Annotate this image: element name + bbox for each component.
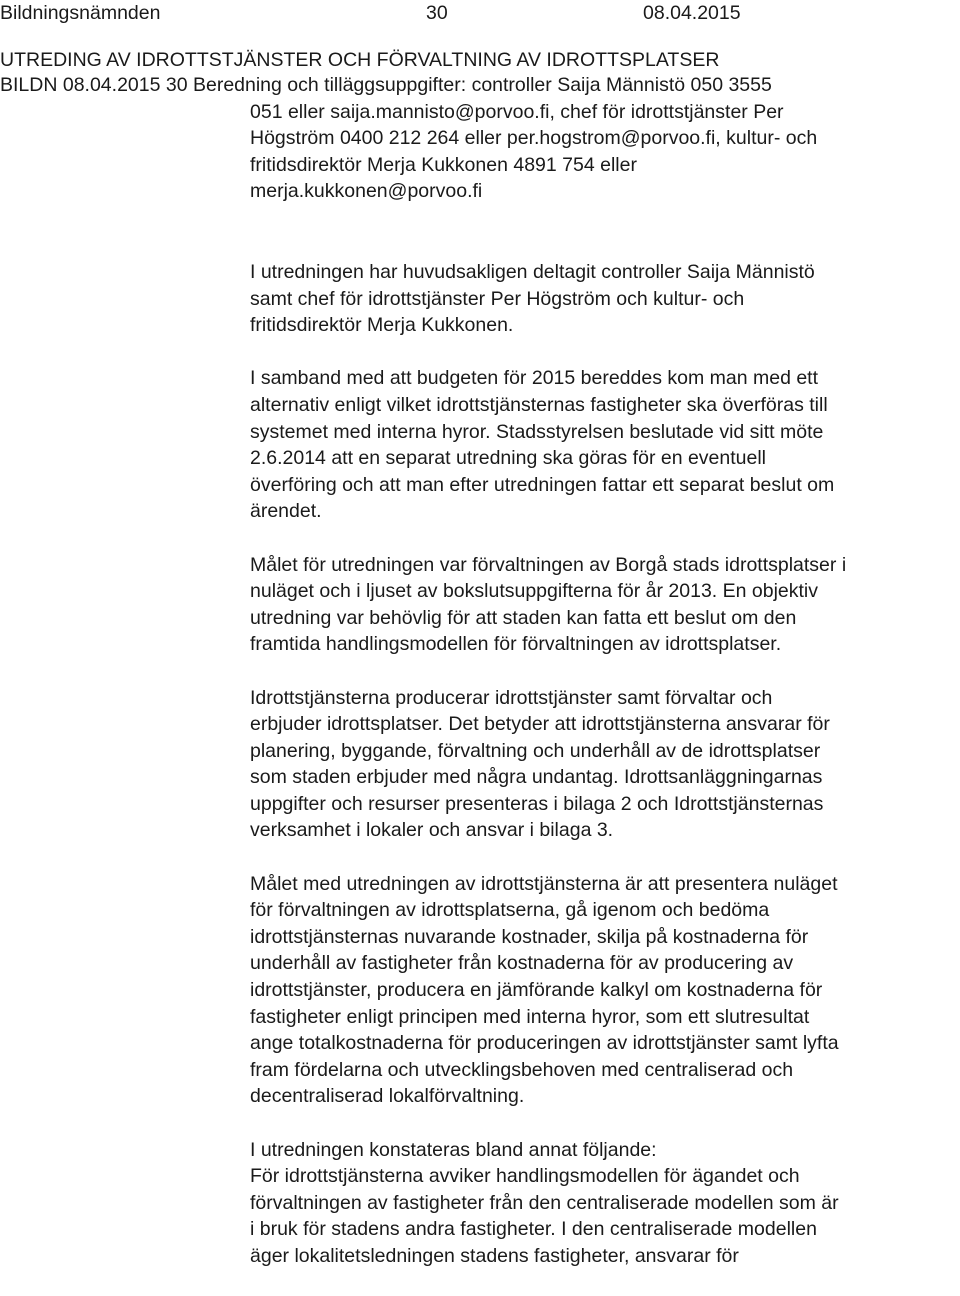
text-line: fritidsdirektör Merja Kukkonen 4891 754 eller xyxy=(250,153,637,176)
text-line: systemet med interna hyror. Stadsstyrelsen beslutade vid sitt möte xyxy=(250,420,824,443)
preparation-note xyxy=(0,72,960,205)
text-line: planering, byggande, förvaltning och underhåll av de idrottsplatser xyxy=(250,739,821,762)
text-line: för förvaltningen av idrottsplatserna, gå igenom och bedöma xyxy=(250,899,770,922)
header-organization: Bildningsnämnden xyxy=(0,2,161,24)
text-line: fram fördelarna och utvecklingsbehoven med centraliserad och xyxy=(250,1058,794,1081)
text-line: ange totalkostnaderna för produceringen av idrottstjänster samt lyfta xyxy=(250,1032,839,1055)
text-line: verksamhet i lokaler och ansvar i bilaga 3. xyxy=(250,819,614,842)
paragraph xyxy=(250,685,960,845)
text-line: Högström 0400 212 264 eller per.hogstrom@porvoo.fi, kultur- och xyxy=(250,127,818,150)
text-line: I utredningen konstateras bland annat följande: xyxy=(250,1138,657,1161)
text-line: underhåll av fastigheter från kostnaderna för av producering av xyxy=(250,952,794,975)
text-line: framtida handlingsmodellen för förvaltningen av idrottsplatser. xyxy=(250,633,782,656)
text-line: fritidsdirektör Merja Kukkonen. xyxy=(250,314,514,337)
document-body xyxy=(250,259,960,1296)
text-line: I samband med att budgeten för 2015 bereddes kom man med ett xyxy=(250,367,819,390)
text-line: som staden erbjuder med några undantag. Idrottsanläggningarnas xyxy=(250,766,823,789)
text-line: nuläget och i ljuset av bokslutsuppgifterna för år 2013. En objektiv xyxy=(250,580,819,603)
text-line: fastigheter enligt principen med interna hyror, som ett slutresultat xyxy=(250,1005,810,1028)
text-line: Målet med utredningen av idrottstjänsterna är att presentera nuläget xyxy=(250,872,838,895)
text-line: 2.6.2014 att en separat utredning ska göras för en eventuell xyxy=(250,447,767,470)
header-date: 08.04.2015 xyxy=(643,2,741,24)
paragraph xyxy=(250,365,960,525)
paragraph xyxy=(250,1137,960,1270)
text-line: merja.kukkonen@porvoo.fi xyxy=(250,180,483,203)
text-line: alternativ enligt vilket idrottstjänsternas fastigheter ska överföras till xyxy=(250,393,828,416)
text-line: I utredningen har huvudsakligen deltagit controller Saija Männistö xyxy=(250,261,815,283)
preparation-note-first-line: BILDN 08.04.2015 30 Beredning och tilläggsuppgifter: controller Saija Männistö 050 3555 xyxy=(0,74,772,96)
text-line: uppgifter och resurser presenteras i bilaga 2 och Idrottstjänsternas xyxy=(250,792,824,815)
document-title: UTREDING AV IDROTTSTJÄNSTER OCH FÖRVALTNING AV IDROTTSPLATSER xyxy=(0,49,720,71)
text-line: utredning var behövlig för att staden kan fatta ett beslut om den xyxy=(250,606,797,629)
text-line: i bruk för stadens andra fastigheter. I den centraliserade modellen xyxy=(250,1218,817,1241)
text-line: Målet för utredningen var förvaltningen av Borgå stads idrottsplatser i xyxy=(250,553,847,576)
paragraph xyxy=(250,259,960,339)
text-line: erbjuder idrottsplatser. Det betyder att idrottstjänsterna ansvarar för xyxy=(250,713,830,736)
text-line: Idrottstjänsterna producerar idrottstjänster samt förvaltar och xyxy=(250,686,773,709)
text-line: decentraliserad lokalförvaltning. xyxy=(250,1085,525,1108)
header-section-number: 30 xyxy=(426,2,448,24)
text-line: ärendet. xyxy=(250,500,322,523)
text-line: samt chef för idrottstjänster Per Högström och kultur- och xyxy=(250,287,745,310)
text-line: äger lokalitetsledningen stadens fastigheter, ansvarar för xyxy=(250,1244,739,1267)
text-line: idrottstjänsternas nuvarande kostnader, skilja på kostnaderna för xyxy=(250,925,809,948)
text-line: 051 eller saija.mannisto@porvoo.fi, chef för idrottstjänster Per xyxy=(250,100,784,123)
document-header xyxy=(0,0,960,26)
text-line: idrottstjänster, producera en jämförande kalkyl om kostnaderna för xyxy=(250,979,823,1002)
text-line: förvaltningen av fastigheter från den centraliserade modellen som är xyxy=(250,1191,839,1214)
preparation-note-continuation xyxy=(0,99,960,205)
paragraph xyxy=(250,871,960,1110)
paragraph xyxy=(250,552,960,658)
text-line: överföring och att man efter utredningen fattar ett separat beslut om xyxy=(250,473,835,496)
text-line: För idrottstjänsterna avviker handlingsmodellen för ägandet och xyxy=(250,1165,800,1188)
